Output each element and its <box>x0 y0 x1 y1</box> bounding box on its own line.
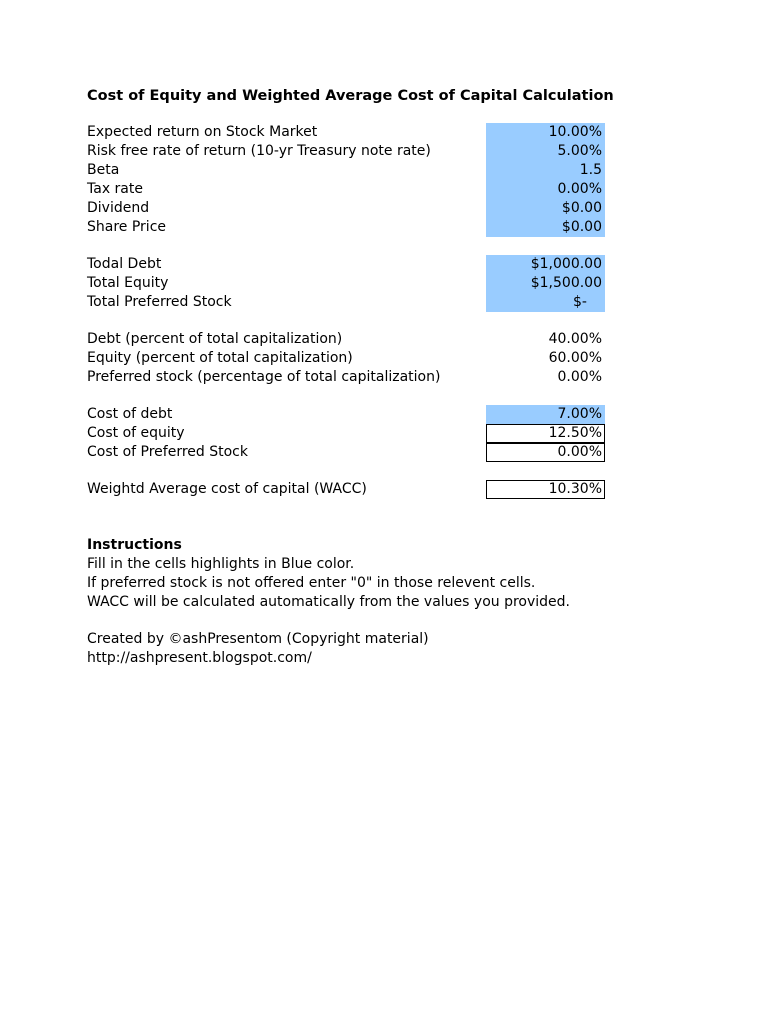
cost-of-debt-cell[interactable]: 7.00% <box>486 405 605 424</box>
cost-of-equity-value: 12.50% <box>486 424 605 443</box>
capital-row-equity <box>87 274 607 293</box>
wacc-value: 10.30% <box>486 480 605 499</box>
cost-label: Cost of Preferred Stock <box>87 444 248 460</box>
input-row-dividend <box>87 199 607 218</box>
input-row-tax-rate <box>87 180 607 199</box>
input-label: Risk free rate of return (10-yr Treasury note rate) <box>87 143 431 159</box>
input-row-risk-free-rate <box>87 142 607 161</box>
sheet-title: Cost of Equity and Weighted Average Cost of Capital Calculation <box>87 88 614 104</box>
input-label: Dividend <box>87 200 150 216</box>
risk-free-rate-cell[interactable]: 5.00% <box>486 142 605 161</box>
instruction-line: Fill in the cells highlights in Blue color. <box>87 556 355 572</box>
cost-label: Cost of equity <box>87 425 185 441</box>
wacc-row <box>87 480 607 499</box>
percent-row-debt <box>87 330 607 349</box>
capital-row-preferred <box>87 293 607 312</box>
input-label: Beta <box>87 162 120 178</box>
cost-label: Cost of debt <box>87 406 173 422</box>
market-return-cell[interactable]: 10.00% <box>486 123 605 142</box>
credits-line: Created by ©ashPresentom (Copyright material) <box>87 631 429 647</box>
input-label: Expected return on Stock Market <box>87 124 318 140</box>
beta-cell[interactable]: 1.5 <box>486 161 605 180</box>
percent-label: Preferred stock (percentage of total capitalization) <box>87 369 441 385</box>
input-label: Share Price <box>87 219 167 235</box>
share-price-cell[interactable]: $0.00 <box>486 218 605 237</box>
equity-percent-value: 60.00% <box>548 350 602 366</box>
percent-label: Debt (percent of total capitalization) <box>87 331 343 347</box>
input-row-share-price <box>87 218 607 237</box>
cost-row-equity <box>87 424 607 443</box>
tax-rate-cell[interactable]: 0.00% <box>486 180 605 199</box>
instruction-line: If preferred stock is not offered enter "0" in those relevent cells. <box>87 575 536 591</box>
capital-label: Todal Debt <box>87 256 162 272</box>
total-debt-cell[interactable]: $1,000.00 <box>486 255 605 274</box>
wacc-label: Weightd Average cost of capital (WACC) <box>87 481 367 497</box>
percent-row-equity <box>87 349 607 368</box>
debt-percent-value: 40.00% <box>548 331 602 347</box>
dividend-cell[interactable]: $0.00 <box>486 199 605 218</box>
total-preferred-stock-cell[interactable]: $- <box>486 293 605 312</box>
preferred-percent-value: 0.00% <box>557 369 602 385</box>
percent-label: Equity (percent of total capitalization) <box>87 350 353 366</box>
cost-row-preferred <box>87 443 607 462</box>
credits-url[interactable]: http://ashpresent.blogspot.com/ <box>87 650 312 666</box>
cost-of-preferred-value: 0.00% <box>486 443 605 462</box>
percent-row-preferred <box>87 368 607 387</box>
input-row-market-return <box>87 123 607 142</box>
instructions-heading: Instructions <box>87 537 182 553</box>
capital-label: Total Preferred Stock <box>87 294 232 310</box>
cost-row-debt <box>87 405 607 424</box>
capital-label: Total Equity <box>87 275 169 291</box>
input-label: Tax rate <box>87 181 143 197</box>
capital-row-debt <box>87 255 607 274</box>
instruction-line: WACC will be calculated automatically from the values you provided. <box>87 594 570 610</box>
total-equity-cell[interactable]: $1,500.00 <box>486 274 605 293</box>
input-row-beta <box>87 161 607 180</box>
